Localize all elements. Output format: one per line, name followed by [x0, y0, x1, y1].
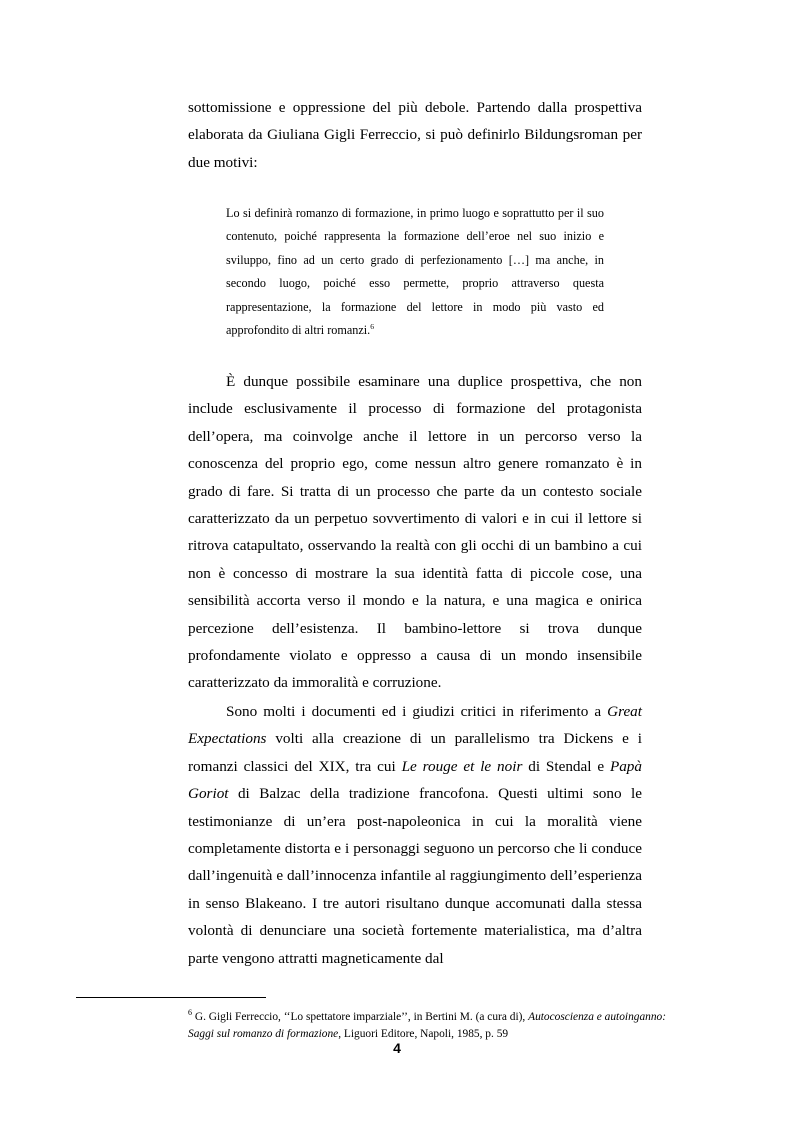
- footnote-book-title: Autocoscienza e autoinganno: Saggi sul romanzo di formazione: [188, 1011, 667, 1040]
- block-quote-text: Lo si definirà romanzo di formazione, in primo luogo e soprattutto per il suo contenuto, poiché rappresenta la formazione dell’eroe nel suo inizio e sviluppo, fino ad un certo grado di perfezionamento […] ma anche, in secondo luogo, poiché esso permette, proprio attraverso questa rappresentazione, la formazione del lettore in modo più vasto ed approfondito di altri romanzi.: [226, 206, 604, 338]
- footnote-text-1: G. Gigli Ferreccio, ‘‘Lo spettatore imparziale’’, in Bertini M. (a cura di),: [192, 1011, 529, 1023]
- paragraph-3-text-2: volti alla creazione di un parallelismo tra Dickens e i romanzi classici del XIX, tra cui: [188, 730, 642, 775]
- footnote-number: 6: [188, 1008, 192, 1018]
- page-number: 4: [393, 1040, 401, 1056]
- body-paragraph-3: [188, 698, 642, 972]
- footnote-text-2: , Liguori Editore, Napoli, 1985, p. 59: [338, 1028, 509, 1040]
- footnote: [188, 1009, 682, 1043]
- footnote-reference[interactable]: 6: [370, 321, 374, 331]
- paragraph-3-text-1: Sono molti i documenti ed i giudizi critici in riferimento a: [226, 703, 608, 720]
- work-title-le-rouge-et-le-noir: Le rouge et le noir: [401, 757, 523, 775]
- block-quote: [226, 202, 604, 342]
- work-title-great-expectations: Great Expectations: [188, 703, 642, 748]
- footnote-separator: [76, 997, 266, 998]
- work-title-papa-goriot: Papà Goriot: [188, 757, 642, 803]
- paragraph-3-text-3: di Stendal e: [522, 757, 610, 775]
- body-paragraph-1: sottomissione e oppressione del più debole. Partendo dalla prospettiva elaborata da Giuliana Gigli Ferreccio, si può definirlo Bildungsroman per due motivi:: [188, 99, 642, 171]
- body-paragraph-2: È dunque possibile esaminare una duplice prospettiva, che non include esclusivamente il processo di formazione del protagonista dell’opera, ma coinvolge anche il lettore in un percorso verso la conoscenza del proprio ego, come nessun altro genere romanzato è in grado di fare. Si tratta di un processo che parte da un contesto sociale caratterizzato da un perpetuo sovvertimento di valori e in cui il lettore si ritrova catapultato, osservando la realtà con gli occhi di un bambino a cui non è concesso di mostrare la sua identità fatta di piccole cose, una sensibilità accorta verso il mondo e la natura, e una magica e onirica percezione dell’esistenza. Il bambino-lettore si trova dunque profondamente violato e oppresso a causa di un mondo insensibile caratterizzato da immoralità e corruzione.: [188, 373, 642, 692]
- paragraph-3-text-4: di Balzac della tradizione francofona. Questi ultimi sono le testimonianze di un’era post-napoleonica in cui la moralità viene completamente distorta e i personaggi seguono un percorso che li conduce dall’ingenuità e dall’innocenza infantile al raggiungimento dell’esperienza in senso Blakeano. I tre autori risultano dunque accomunati dalla stessa volontà di denunciare una società fortemente materialistica, ma d’altra parte vengono attratti magneticamente dal: [188, 785, 642, 967]
